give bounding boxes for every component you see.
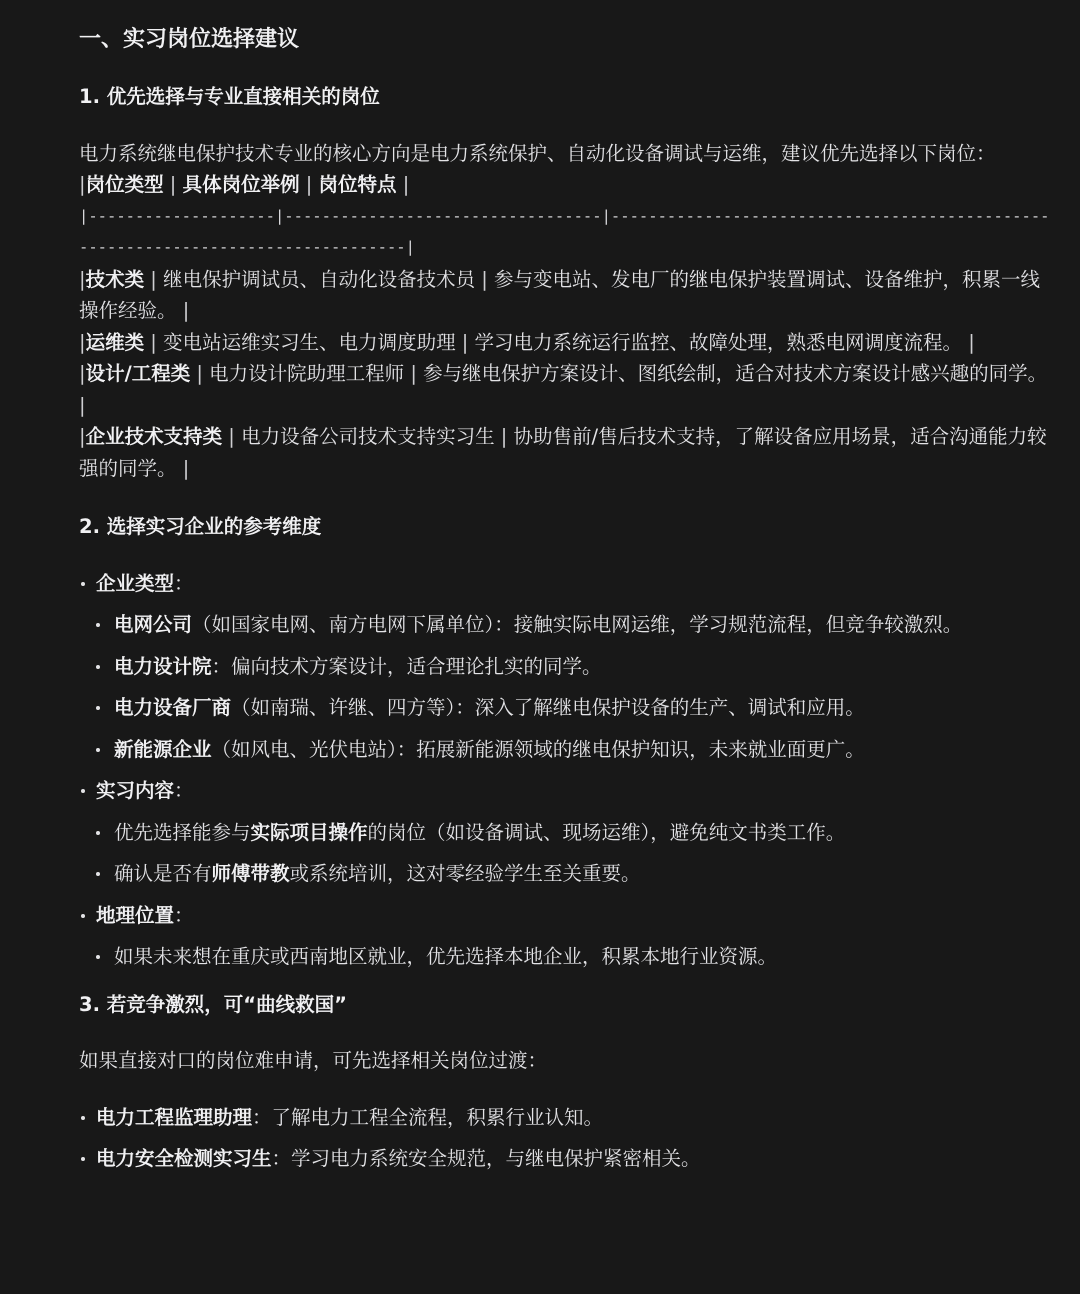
table-row: |技术类 | 继电保护调试员、自动化设备技术员 | 参与变电站、发电厂的继电保护装置调试、设备维护，积累一线操作经验。 | xyxy=(79,267,1041,322)
list-item: 电力设计院：偏向技术方案设计，适合理论扎实的同学。 xyxy=(96,651,1056,683)
list-item: 电网公司（如国家电网、南方电网下属单位）：接触实际电网运维，学习规范流程，但竞争较激烈。 xyxy=(96,609,1056,641)
alternative-roles-list xyxy=(79,1102,1056,1175)
subsection-heading-3: 3. 若竞争激烈，可“曲线救国” xyxy=(79,992,347,1016)
row-features: 协助售前/售后技术支持，了解设备应用场景，适合沟通能力较强的同学。 xyxy=(79,425,1047,480)
row-examples: 变电站运维实习生、电力调度助理 xyxy=(163,330,456,354)
list-item: 电力工程监理助理：了解电力工程全流程，积累行业认知。 xyxy=(79,1102,1056,1134)
table-row: |设计/工程类 | 电力设计院助理工程师 | 参与继电保护方案设计、图纸绘制，适合对技术方案设计感兴趣的同学。 | xyxy=(79,362,1048,417)
table-row: |运维类 | 变电站运维实习生、电力调度助理 | 学习电力系统运行监控、故障处理，熟悉电网调度流程。 | xyxy=(79,330,975,354)
row-examples: 继电保护调试员、自动化设备技术员 xyxy=(163,267,476,291)
dimension-label: 地理位置 xyxy=(96,903,175,927)
row-type: 设计/工程类 xyxy=(85,362,191,385)
list-item: 优先选择能参与实际项目操作的岗位（如设备调试、现场运维），避免纯文书类工作。 xyxy=(96,817,1056,849)
row-type: 技术类 xyxy=(85,267,145,291)
subsection-1-intro: 电力系统继电保护技术专业的核心方向是电力系统保护、自动化设备调试与运维，建议优先选择以下岗位： xyxy=(79,141,996,165)
subsection-3-intro: 如果直接对口的岗位难申请，可先选择相关岗位过渡： xyxy=(79,1049,548,1072)
list-item: 确认是否有师傅带教或系统培训，这对零经验学生至关重要。 xyxy=(96,858,1056,890)
row-type: 运维类 xyxy=(85,330,145,354)
dimension-internship-content: 实习内容： 优先选择能参与实际项目操作的岗位（如设备调试、现场运维），避免纯文书类工作。 确认是否有师傅带教或系统培训，这对零经验学生至关重要。 xyxy=(79,775,1056,890)
internship-content-list xyxy=(96,817,1056,890)
table-header-cell: 具体岗位举例 xyxy=(182,173,300,196)
table-header-cell: 岗位特点 xyxy=(318,173,397,196)
table-header-cell: 岗位类型 xyxy=(85,173,164,196)
list-item: 新能源企业（如风电、光伏电站）：拓展新能源领域的继电保护知识，未来就业面更广。 xyxy=(96,734,1056,766)
enterprise-type-list xyxy=(96,609,1056,765)
row-features: 学习电力系统运行监控、故障处理，熟悉电网调度流程。 xyxy=(474,330,963,354)
table-separator: |--------------------|----------------------------------|----------------------------------------------------------------------------------| xyxy=(79,206,1050,256)
dimension-label: 企业类型 xyxy=(96,571,175,595)
table-header-row: |岗位类型 | 具体岗位举例 | 岗位特点 | xyxy=(79,173,410,196)
section-title: 一、实习岗位选择建议 xyxy=(79,27,300,52)
job-table-raw xyxy=(79,169,1056,484)
row-examples: 电力设计院助理工程师 xyxy=(209,362,405,385)
list-item: 电力设备厂商（如南瑞、许继、四方等）：深入了解继电保护设备的生产、调试和应用。 xyxy=(96,692,1056,724)
dimension-location: 地理位置： 如果未来想在重庆或西南地区就业，优先选择本地企业，积累本地行业资源。 xyxy=(79,900,1056,973)
dimension-list xyxy=(79,568,1056,973)
list-item: 如果未来想在重庆或西南地区就业，优先选择本地企业，积累本地行业资源。 xyxy=(96,941,1056,973)
row-features: 参与变电站、发电厂的继电保护装置调试、设备维护，积累一线操作经验。 xyxy=(79,267,1041,322)
list-item: 电力安全检测实习生：学习电力系统安全规范，与继电保护紧密相关。 xyxy=(79,1143,1056,1175)
row-examples: 电力设备公司技术支持实习生 xyxy=(241,425,495,448)
location-list xyxy=(96,941,1056,973)
row-type: 企业技术支持类 xyxy=(85,425,223,448)
row-features: 参与继电保护方案设计、图纸绘制，适合对技术方案设计感兴趣的同学。 xyxy=(423,362,1048,385)
dimension-label: 实习内容 xyxy=(96,779,175,802)
table-row: |企业技术支持类 | 电力设备公司技术支持实习生 | 协助售前/售后技术支持，了解设备应用场景，适合沟通能力较强的同学。 | xyxy=(79,425,1047,480)
subsection-heading-2: 2. 选择实习企业的参考维度 xyxy=(79,515,322,538)
dimension-enterprise-type: 企业类型： 电网公司（如国家电网、南方电网下属单位）：接触实际电网运维，学习规范流程，但竞争较激烈。 电力设计院：偏向技术方案设计，适合理论扎实的同学。 电力设备厂商（如南瑞、许继、四方等）：深入了解继电保护设备的生产、调试和应用。 新能源企业（如风电、光伏电站）：拓展新能源领域的继电保护知识，未来就业面更广。 xyxy=(79,568,1056,766)
subsection-heading-1: 1. 优先选择与专业直接相关的岗位 xyxy=(79,85,380,108)
